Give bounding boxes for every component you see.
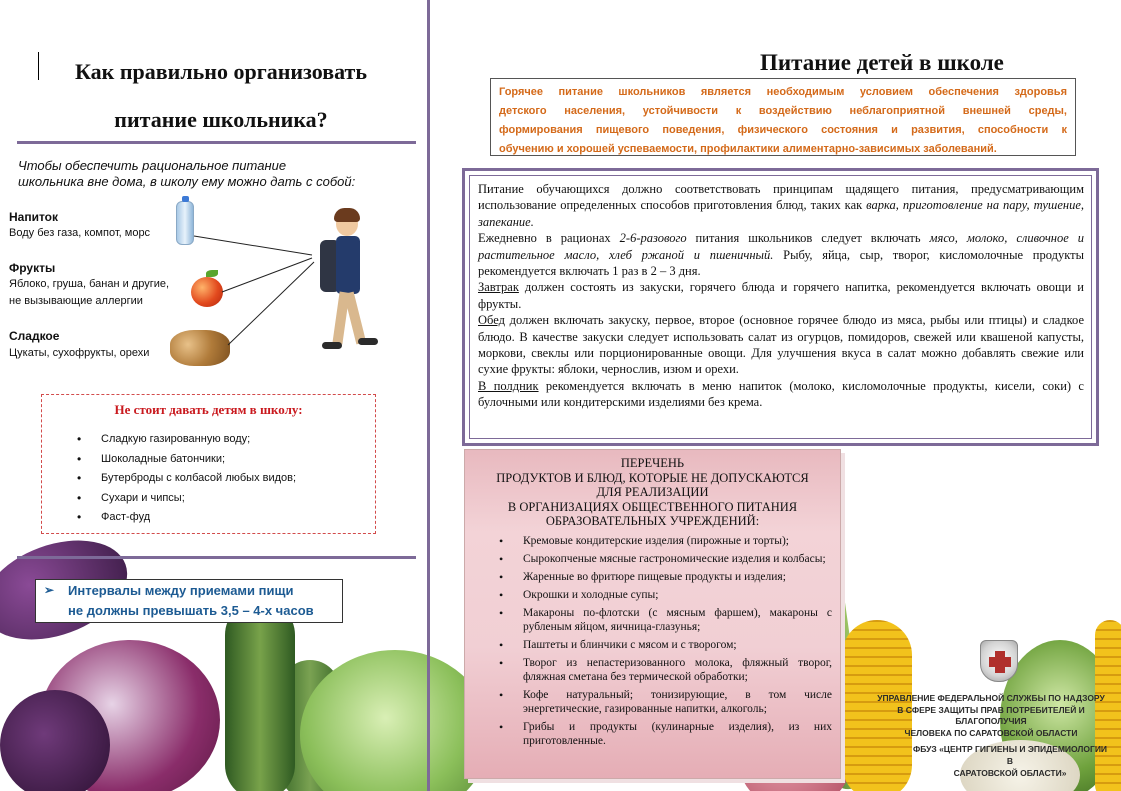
list-item: • Окрошки и холодные супы; bbox=[499, 588, 832, 602]
text-span-italic: мясо, молоко, сливочное и растительное масло, хлеб ржаной и пшеничный. bbox=[478, 231, 1084, 262]
org-line: ЧЕЛОВЕКА ПО САРАТОВСКОЙ ОБЛАСТИ bbox=[904, 727, 1078, 738]
interval-line1: Интервалы между приемами пищи bbox=[68, 583, 294, 598]
meal-interval-box bbox=[35, 579, 343, 623]
text-span-underline: В полдник bbox=[478, 378, 539, 393]
list-item: • Бутерброды с колбасой любых видов; bbox=[77, 472, 296, 492]
fruit-title: Фрукты bbox=[9, 261, 56, 275]
connector-line-fruit bbox=[222, 258, 312, 292]
cucumber-image bbox=[225, 600, 295, 791]
text-span: Ежедневно в рационах bbox=[478, 231, 620, 246]
list-item: • Шоколадные батончики; bbox=[77, 453, 296, 473]
paragraph-lunch bbox=[478, 312, 1084, 378]
connector-line-drink bbox=[194, 236, 312, 255]
intro-line: формирования пищевого поведения, физического состояния и развития, способности к bbox=[499, 124, 1067, 136]
title-line: ОБРАЗОВАТЕЛЬНЫХ УЧРЕЖДЕНИЙ: bbox=[545, 514, 760, 528]
connector-line-sweet bbox=[228, 262, 314, 345]
do-not-give-box bbox=[41, 394, 376, 534]
text-span: Питание обучающихся должно соответствовать принципам щадящего питания, предусматривающим использование определенных способов приготовления блюд, таких как bbox=[478, 182, 1084, 213]
rospotrebnadzor-emblem-icon bbox=[980, 640, 1018, 682]
title-line: ДЛЯ РЕАЛИЗАЦИИ bbox=[596, 485, 709, 499]
list-item: • Творог из непастеризованного молока, фляжный творог, фляжная сметана без термической обработки; bbox=[499, 656, 832, 684]
left-title-line2: питание школьника? bbox=[114, 107, 328, 132]
list-item: • Жаренные во фритюре пищевые продукты и изделия; bbox=[499, 570, 832, 584]
list-item: • Кофе натуральный; тонизирующие, в том числе энергетические, газированные напитки, алкоголь; bbox=[499, 688, 832, 716]
text-span: рекомендуется включать в меню напиток (молоко, кисломолочные продукты, кисели, соки) с булочными или кондитерскими изделиями без крема. bbox=[478, 378, 1084, 410]
list-item: • Сухари и чипсы; bbox=[77, 492, 296, 512]
list-item: • Сладкую газированную воду; bbox=[77, 433, 296, 453]
left-bottom-rule bbox=[17, 556, 416, 559]
prohibited-foods-list bbox=[499, 534, 832, 752]
sweet-text: Цукаты, сухофрукты, орехи bbox=[9, 347, 150, 359]
org-name-block bbox=[862, 693, 1120, 739]
fruit-text-line1: Яблоко, груша, банан и другие, bbox=[9, 278, 170, 290]
left-intro-line1: Чтобы обеспечить рациональное питание bbox=[18, 158, 287, 173]
text-span: питания школьников следует включать bbox=[686, 231, 930, 246]
onion-image bbox=[0, 690, 110, 791]
text-span-underline: Обед bbox=[478, 313, 505, 328]
intro-line: Горячее питание школьников является необходимым условием обеспечения здоровья bbox=[499, 86, 1067, 98]
hot-meals-intro-box bbox=[490, 78, 1076, 156]
left-title-line1: Как правильно организовать bbox=[75, 59, 367, 84]
schoolboy-image bbox=[310, 208, 390, 358]
title-line: ПРОДУКТОВ И БЛЮД, КОТОРЫЕ НЕ ДОПУСКАЮТСЯ bbox=[496, 470, 809, 485]
org-line: В СФЕРЕ ЗАЩИТЫ ПРАВ ПОТРЕБИТЕЛЕЙ И БЛАГОПОЛУЧИЯ bbox=[897, 704, 1085, 726]
paragraph-gentle-diet bbox=[478, 181, 1084, 230]
sweet-title: Сладкое bbox=[9, 329, 60, 343]
text-span-italic: варка, приготовление на пару, тушение, запекание. bbox=[478, 198, 1084, 229]
intro-line: детского населения, устойчивости к воздействию неблагоприятной внешней среды, bbox=[499, 105, 1067, 117]
org-line: ФБУЗ «ЦЕНТР ГИГИЕНЫ И ЭПИДЕМИОЛОГИИ В bbox=[912, 744, 1108, 766]
text-span-italic: 2-6-разового bbox=[619, 231, 687, 246]
paragraph-snack bbox=[478, 378, 1084, 411]
left-intro-line2: школьника вне дома, в школу ему можно дать с собой: bbox=[18, 174, 356, 189]
right-panel-title: Питание детей в школе bbox=[760, 50, 1004, 75]
list-item: • Сырокопченые мясные гастрономические изделия и колбасы; bbox=[499, 552, 832, 566]
paragraph-daily-ration bbox=[478, 230, 1084, 279]
arrow-bullet-icon: ➢ bbox=[44, 583, 55, 597]
text-span-underline: Завтрак bbox=[478, 280, 519, 295]
list-item: • Паштеты и блинчики с мясом и с творогом; bbox=[499, 638, 832, 652]
list-item: • Кремовые кондитерские изделия (пирожные и торты); bbox=[499, 534, 832, 548]
org-line: САРАТОВСКОЙ ОБЛАСТИ» bbox=[953, 768, 1067, 778]
title-line: В ОРГАНИЗАЦИЯХ ОБЩЕСТВЕННОГО ПИТАНИЯ bbox=[507, 499, 798, 514]
text-span: должен состоять из закуски, горячего блюда и горячего напитка, рекомендуется включать овощи и фрукты. bbox=[478, 280, 1084, 311]
interval-line2: не должны превышать 3,5 – 4-х часов bbox=[68, 603, 314, 618]
text-span: должен включать закуску, первое, второе (основное горячее блюдо из мяса, рыбы или птицы) и сладкое блюдо. В качестве закуски следует использовать салат из огурцов, помидоров, свежей или квашеной капусты, моркови, свеклы или порционированные овощи. Для улучшения вкуса в салат можно добавлять свежие или сухие фрукты: яблоки, чернослив, изюм и орехи. bbox=[478, 313, 1084, 377]
list-item: • Макароны по-флотски (с мясным фаршем), макароны с рубленым яйцом, яичница-глазунья; bbox=[499, 606, 832, 634]
text-span: Рыбу, яйца, сыр, творог, кисломолочные продукты рекомендуется включать 1 раз в 2 – 3 дня. bbox=[478, 247, 1084, 279]
org-line: УПРАВЛЕНИЕ ФЕДЕРАЛЬНОЙ СЛУЖБЫ ПО НАДЗОРУ bbox=[877, 693, 1105, 703]
list-item: • Фаст-фуд bbox=[77, 511, 296, 531]
fbuz-name-block bbox=[910, 743, 1110, 779]
title-line: ПЕРЕЧЕНЬ bbox=[620, 456, 685, 470]
drink-text: Воду без газа, компот, морс bbox=[9, 227, 151, 239]
do-not-give-title: Не стоит давать детям в школу: bbox=[114, 402, 303, 417]
nutrition-rules-box bbox=[462, 168, 1099, 446]
nutrition-rules-text bbox=[478, 181, 1084, 411]
list-item: • Грибы и продукты (кулинарные изделия), из них приготовленные. bbox=[499, 720, 832, 748]
do-not-give-list bbox=[77, 433, 296, 531]
prohibited-foods-title bbox=[465, 456, 840, 529]
fruit-text-line2: не вызывающие аллергии bbox=[9, 295, 143, 307]
paragraph-breakfast bbox=[478, 279, 1084, 312]
intro-line: обучению и хорошей успеваемости, профилактики алиментарно-зависимых заболеваний. bbox=[499, 143, 997, 155]
drink-title: Напиток bbox=[9, 210, 59, 224]
prohibited-foods-box bbox=[464, 449, 841, 779]
